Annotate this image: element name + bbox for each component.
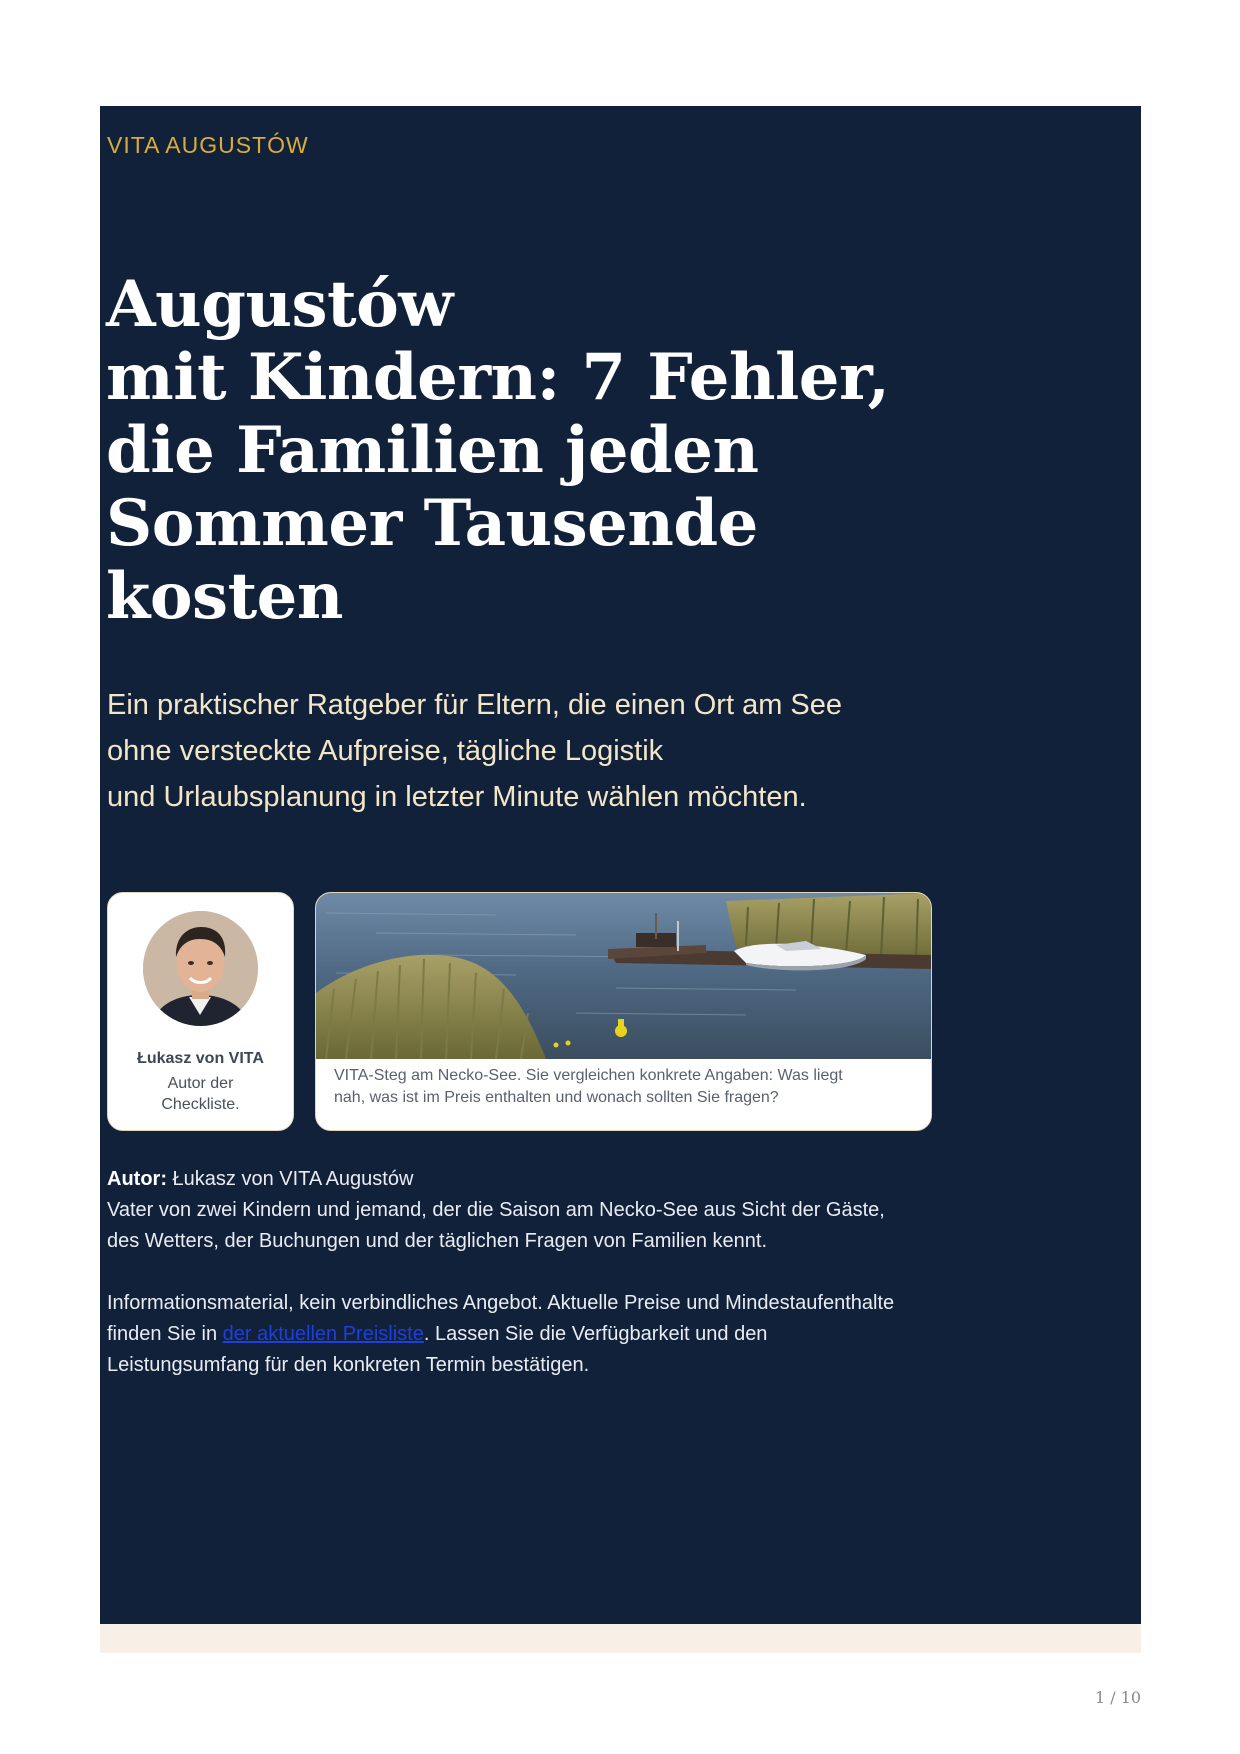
author-role-line: Checkliste. (161, 1096, 240, 1113)
title-line: mit Kindern: 7 Fehler, (106, 340, 890, 415)
subtitle-line: und Urlaubsplanung in letzter Minute wählen möchten. (107, 781, 807, 813)
author-portrait-icon (143, 911, 258, 1026)
title-line: Sommer Tausende (106, 486, 758, 561)
price-list-link[interactable]: der aktuellen Preisliste (222, 1323, 424, 1345)
disclaimer-text: . Lassen Sie die Verfügbarkeit und den (423, 1323, 768, 1345)
page-number: 1 / 10 (1095, 1688, 1142, 1707)
title-line: Augustów (106, 267, 453, 342)
brand-label: VITA AUGUSTÓW (107, 132, 309, 158)
caption-line: nah, was ist im Preis enthalten und wonach sollten Sie fragen? (334, 1089, 779, 1106)
page-title (106, 268, 986, 633)
subtitle-line: ohne versteckte Aufpreise, tägliche Logistik (107, 735, 664, 767)
disclaimer-line: Leistungsumfang für den konkreten Termin bestätigen. (107, 1354, 590, 1376)
cover-bottom-strip (100, 1624, 1141, 1653)
title-line: kosten (106, 559, 343, 634)
author-role-line: Autor der (167, 1075, 234, 1092)
disclaimer (107, 1288, 1007, 1381)
author-heading-line (107, 1164, 1007, 1195)
lake-jetty-photo (316, 893, 931, 1059)
author-label: Autor: (107, 1168, 167, 1190)
photo-caption (334, 1065, 914, 1109)
author-card (107, 892, 294, 1131)
author-info (107, 1164, 1007, 1257)
author-bio-line: des Wetters, der Buchungen und der täglichen Fragen von Familien kennt. (107, 1230, 768, 1252)
author-card-name: Łukasz von VITA (137, 1050, 264, 1067)
disclaimer-line (107, 1319, 1007, 1350)
disclaimer-text: finden Sie in (107, 1323, 223, 1345)
lake-photo-card (315, 892, 932, 1131)
subtitle (107, 682, 967, 820)
caption-line: VITA-Steg am Necko-See. Sie vergleichen konkrete Angaben: Was liegt (334, 1067, 843, 1084)
author-card-role (108, 1073, 293, 1115)
author-bio-line: Vater von zwei Kindern und jemand, der die Saison am Necko-See aus Sicht der Gäste, (107, 1199, 885, 1221)
author-full-name: Łukasz von VITA Augustów (166, 1168, 414, 1190)
subtitle-line: Ein praktischer Ratgeber für Eltern, die einen Ort am See (107, 689, 843, 721)
avatar (143, 911, 258, 1026)
title-line: die Familien jeden (106, 413, 759, 488)
disclaimer-line: Informationsmaterial, kein verbindliches Angebot. Aktuelle Preise und Mindestaufenthalte (107, 1292, 895, 1314)
